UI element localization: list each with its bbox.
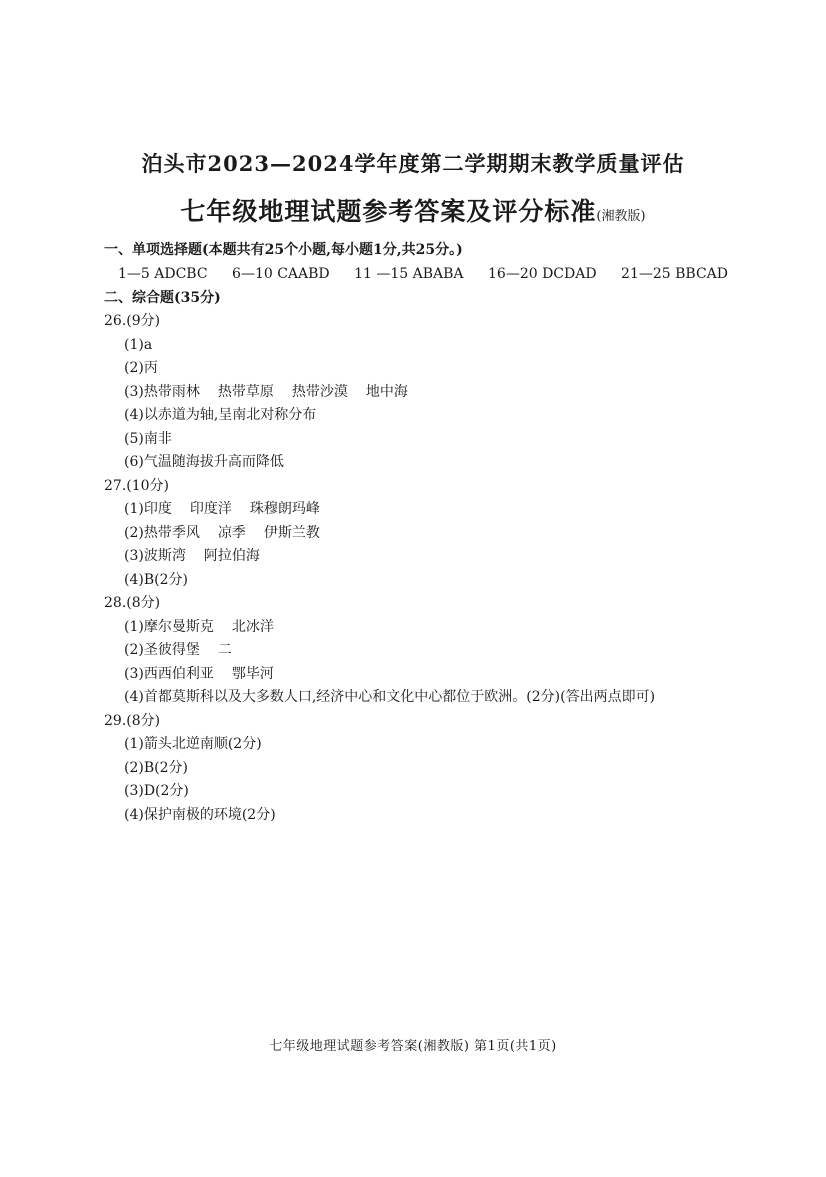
answer-part: 伊斯兰教 [263, 525, 320, 541]
q26-heading: 26.(9分) [104, 313, 161, 329]
q26-answer-5: (5)南非 [124, 431, 172, 447]
answer-part: 二 [217, 642, 232, 658]
answer-part: (2)热带季风 [124, 525, 200, 541]
answer-part: (3)波斯湾 [124, 548, 186, 564]
q26-answer-1: (1)a [124, 337, 153, 353]
q29-answer-3: (3)D(2分) [124, 783, 189, 799]
subtitle-text: 七年级地理试题参考答案及评分标准 [180, 197, 597, 226]
q26-answer-3 [124, 383, 408, 401]
answer-part: 珠穆朗玛峰 [249, 501, 320, 517]
q27-answer-3 [124, 547, 260, 565]
answer-part: 热带沙漠 [291, 384, 348, 400]
q27-heading: 27.(10分) [104, 478, 170, 494]
q29-answer-4: (4)保护南极的环境(2分) [124, 807, 276, 823]
q26-answer-2: (2)丙 [124, 360, 158, 376]
q28-heading: 28.(8分) [104, 595, 161, 611]
q26-answer-6: (6)气温随海拔升高而降低 [124, 454, 284, 470]
q27-answer-2 [124, 524, 320, 542]
q29-answer-2: (2)B(2分) [124, 760, 188, 776]
mc-answer-group: 11 —15 ABABA [354, 266, 464, 282]
answer-part: 印度洋 [189, 501, 232, 517]
page-footer: 七年级地理试题参考答案(湘教版) 第1页(共1页) [269, 1039, 557, 1054]
answer-part: (2)圣彼得堡 [124, 642, 200, 658]
q28-answer-2 [124, 641, 232, 659]
answer-part: 凉季 [217, 525, 246, 541]
q29-heading: 29.(8分) [104, 713, 161, 729]
mc-answer-group: 21—25 BBCAD [621, 266, 728, 282]
document-title: 泊头市2023—2024学年度第二学期期末教学质量评估 [141, 151, 685, 176]
q28-answer-4: (4)首都莫斯科以及大多数人口,经济中心和文化中心都位于欧洲。(2分)(答出两点即可) [124, 689, 656, 705]
mc-answer-group: 1—5 ADCBC [118, 266, 208, 282]
q27-answer-4: (4)B(2分) [124, 572, 188, 588]
answer-part: (1)摩尔曼斯克 [124, 619, 214, 635]
mc-answers [118, 265, 748, 283]
answer-part: 阿拉伯海 [203, 548, 260, 564]
answer-part: (3)热带雨林 [124, 384, 200, 400]
answer-part: (1)印度 [124, 501, 172, 517]
answer-part: 地中海 [365, 384, 408, 400]
section1-heading: 一、单项选择题(本题共有25个小题,每小题1分,共25分。) [104, 242, 463, 258]
q27-answer-1 [124, 500, 320, 518]
q29-answer-1: (1)箭头北逆南顺(2分) [124, 736, 262, 752]
mc-answer-group: 6—10 CAABD [232, 266, 330, 282]
answer-part: 鄂毕河 [231, 666, 274, 682]
answer-part: (3)西西伯利亚 [124, 666, 214, 682]
q28-answer-3 [124, 665, 274, 683]
answer-part: 热带草原 [217, 384, 274, 400]
q26-answer-4: (4)以赤道为轴,呈南北对称分布 [124, 407, 317, 423]
q28-answer-1 [124, 618, 274, 636]
document-subtitle [0, 192, 826, 228]
mc-answer-group: 16—20 DCDAD [488, 266, 597, 282]
answer-part: 北冰洋 [231, 619, 274, 635]
edition-label: (湘教版) [596, 209, 646, 224]
section2-heading: 二、综合题(35分) [104, 290, 221, 306]
